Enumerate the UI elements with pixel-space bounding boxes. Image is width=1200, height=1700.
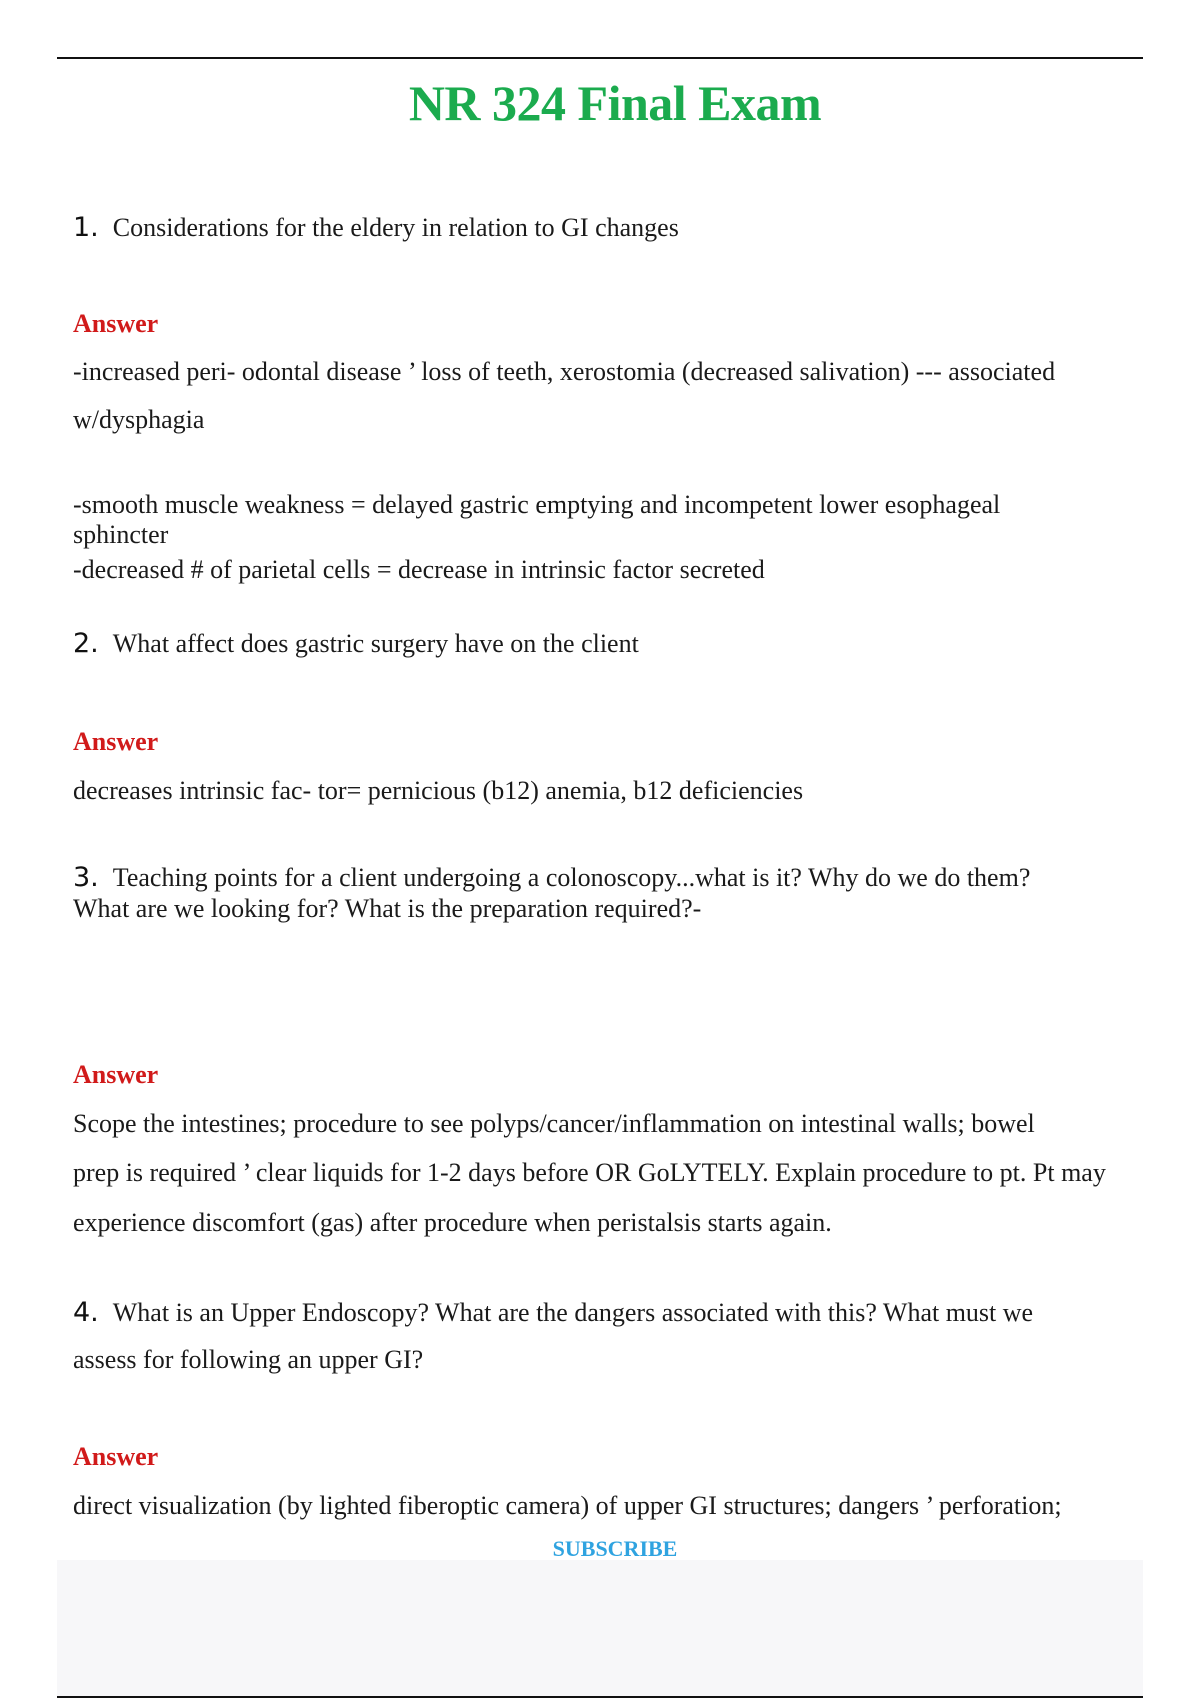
question-text: What is an Upper Endoscopy? What are the dangers associated with this? What must we — [112, 1298, 1034, 1327]
answer-3-line-1: Scope the intestines; procedure to see polyps/cancer/inflammation on intestinal walls; bowel — [73, 1109, 1035, 1138]
page-title: NR 324 Final Exam — [408, 75, 822, 131]
answer-3-line-2: prep is required ’ clear liquids for 1-2 days before OR GoLYTELY. Explain procedure to pt. Pt may — [73, 1158, 1106, 1187]
answer-3-line-3: experience discomfort (gas) after procedure when peristalsis starts again. — [73, 1208, 832, 1237]
question-3-line-2: What are we looking for? What is the preparation required?- — [73, 894, 702, 923]
question-number: 2. — [73, 628, 99, 659]
answer-label-1: Answer — [73, 309, 159, 338]
question-text: Considerations for the eldery in relation to GI changes — [112, 213, 679, 242]
question-text: What affect does gastric surgery have on the client — [112, 629, 639, 658]
question-number: 4. — [73, 1297, 99, 1328]
question-text: Teaching points for a client undergoing a colonoscopy...what is it? Why do we do them? — [112, 863, 1031, 892]
question-number: 1. — [73, 212, 99, 243]
bottom-rule — [57, 1696, 1143, 1698]
answer-1-line-1: -increased peri- odontal disease ’ loss of teeth, xerostomia (decreased salivation) --- associated — [73, 357, 1056, 386]
question-3 — [73, 861, 1153, 894]
answer-label-2: Answer — [73, 727, 159, 756]
answer-2-line-1: decreases intrinsic fac- tor= pernicious (b12) anemia, b12 deficiencies — [73, 776, 804, 805]
answer-1-line-2: w/dysphagia — [73, 405, 205, 434]
preview-fade — [57, 1560, 1143, 1696]
question-4-line-2: assess for following an upper GI? — [73, 1345, 424, 1374]
answer-1-line-4: sphincter — [73, 520, 169, 549]
question-4 — [73, 1296, 1153, 1329]
question-number: 3. — [73, 862, 99, 893]
answer-label-3: Answer — [73, 1060, 159, 1089]
answer-1-line-5: -decreased # of parietal cells = decrease in intrinsic factor secreted — [73, 555, 765, 584]
answer-1-line-3: -smooth muscle weakness = delayed gastric emptying and incompetent lower esophageal — [73, 490, 1001, 519]
question-2 — [73, 627, 1153, 660]
subscribe-link[interactable]: SUBSCRIBE — [552, 1536, 678, 1561]
question-1 — [73, 211, 1153, 244]
answer-4-line-1: direct visualization (by lighted fiberoptic camera) of upper GI structures; dangers ’ perforation; — [73, 1491, 1062, 1520]
top-rule — [57, 57, 1143, 59]
answer-label-4: Answer — [73, 1442, 159, 1471]
